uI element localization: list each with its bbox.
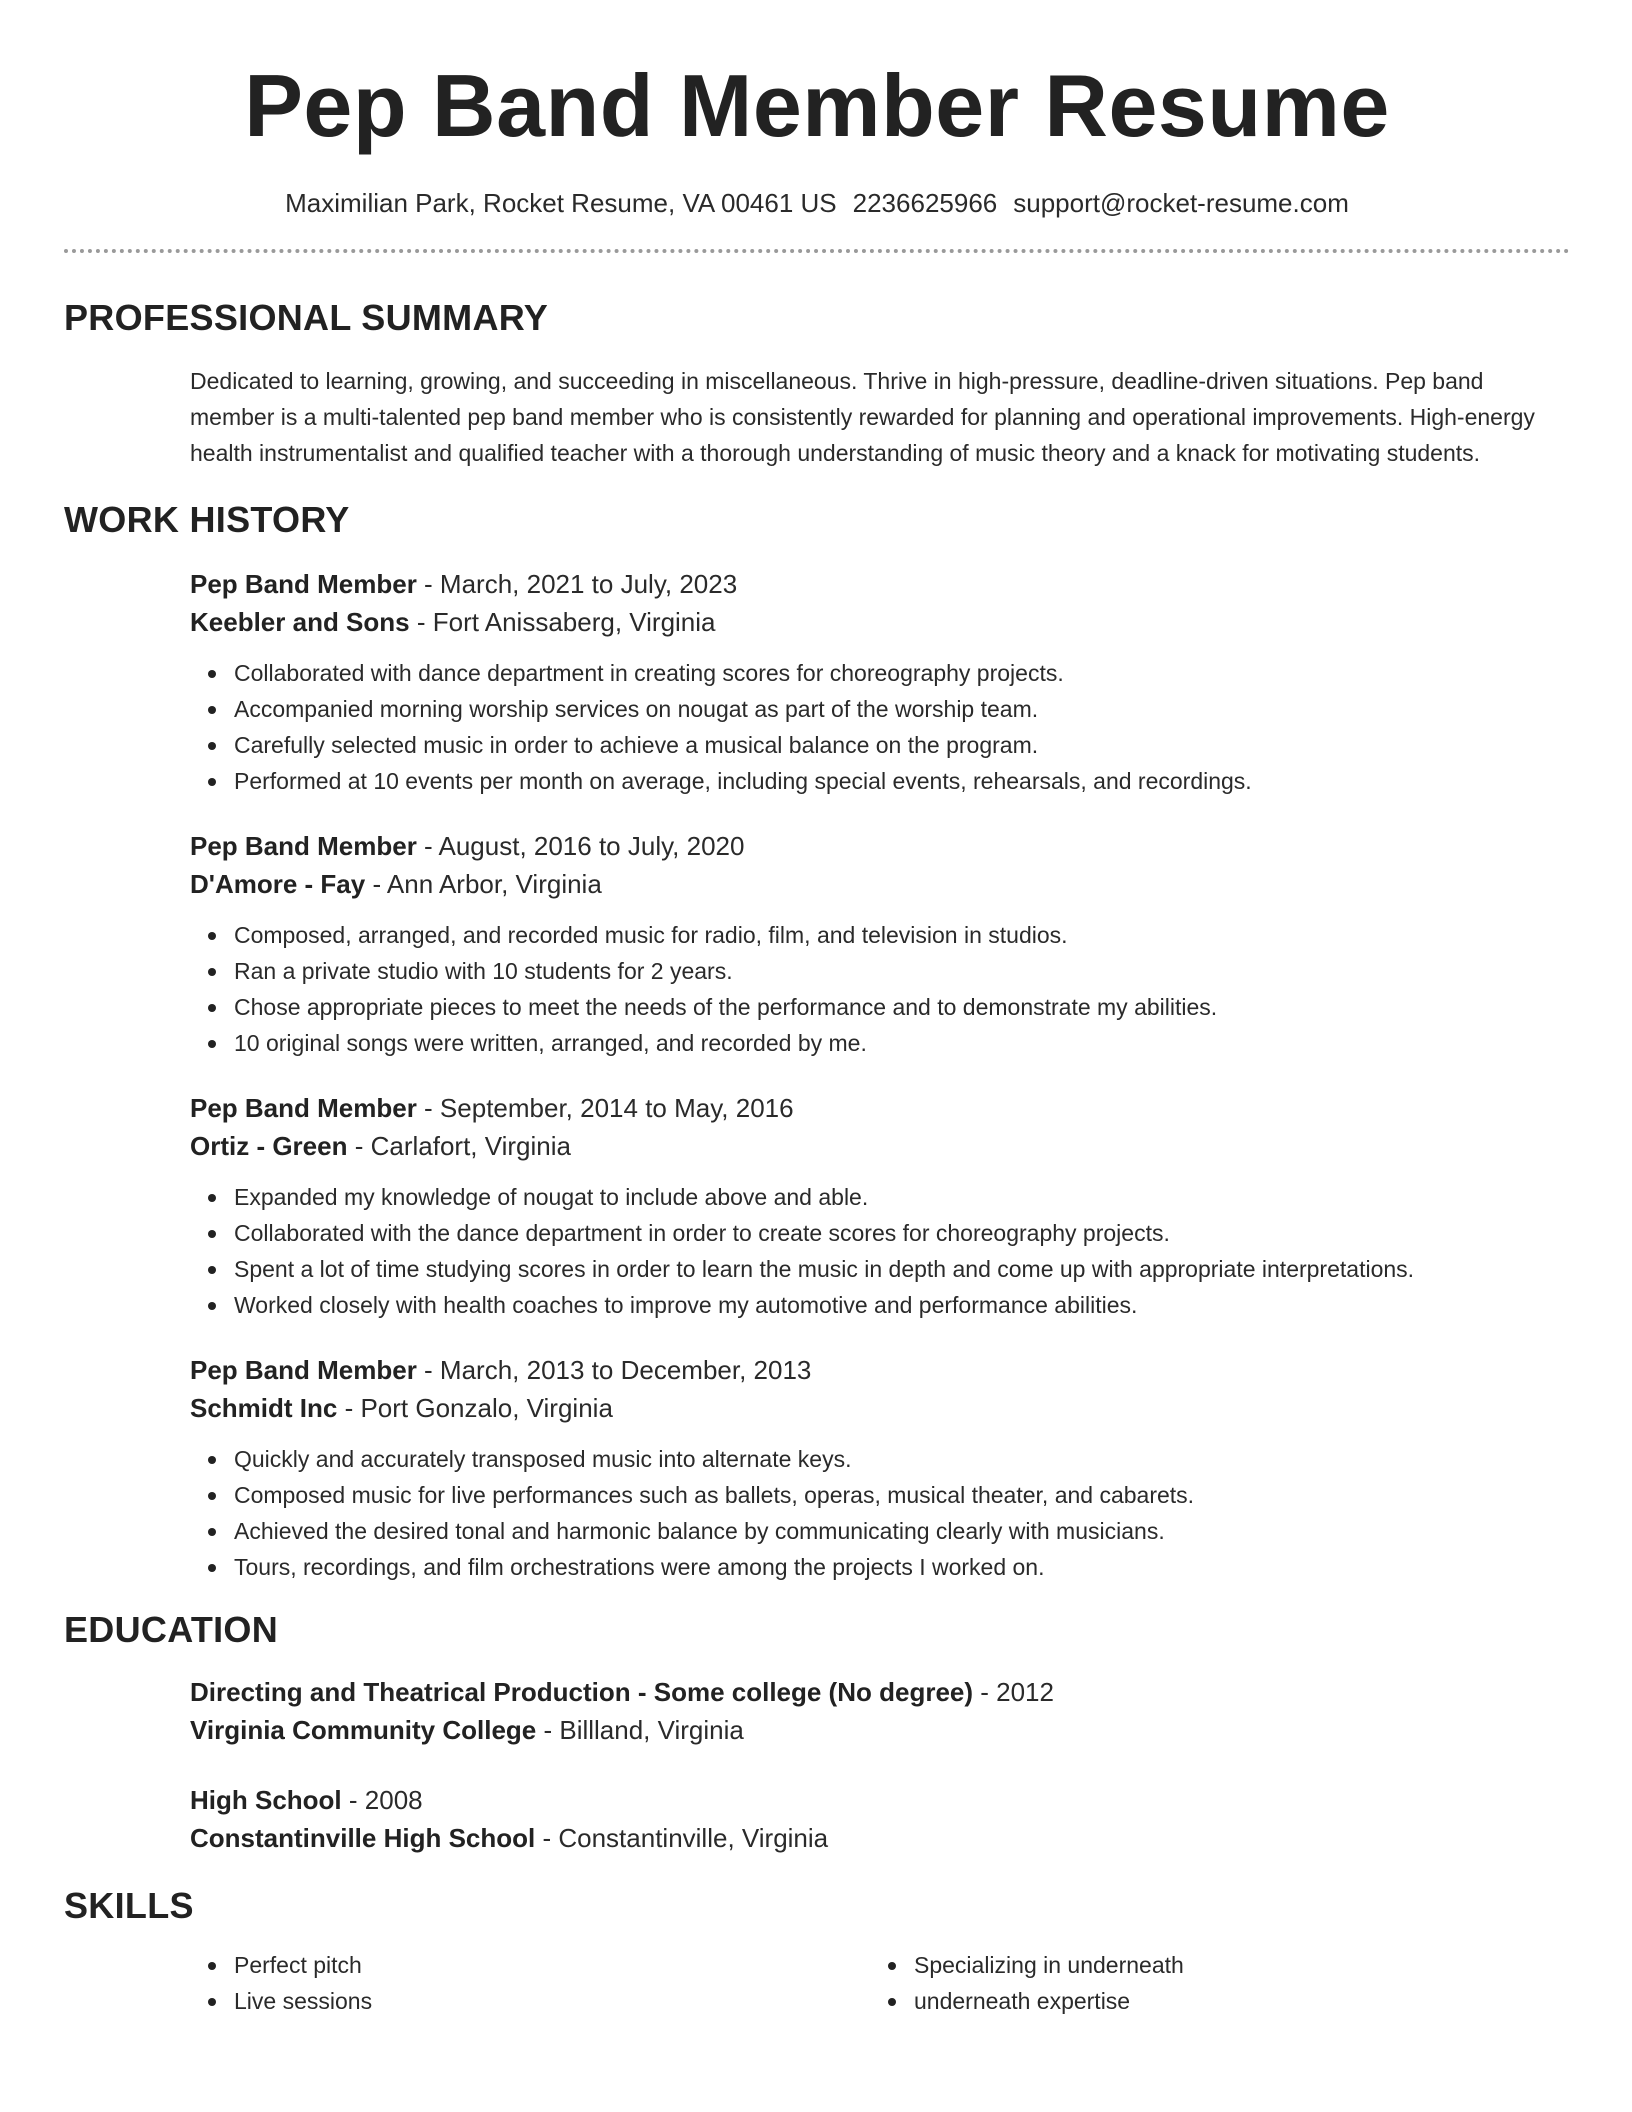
job-dates: - March, 2013 to December, 2013 <box>416 1355 812 1385</box>
job-dates: - August, 2016 to July, 2020 <box>416 831 745 861</box>
list-item: Quickly and accurately transposed music into alternate keys. <box>190 1441 1570 1477</box>
job-title-line <box>190 565 1570 603</box>
list-item: Specializing in underneath <box>870 1947 1550 1983</box>
header-divider <box>64 249 1570 253</box>
job-bullets <box>190 1441 1570 1585</box>
education-school-line <box>190 1711 1570 1749</box>
list-item: Expanded my knowledge of nougat to include above and able. <box>190 1179 1570 1215</box>
list-item: Chose appropriate pieces to meet the needs of the performance and to demonstrate my abilities. <box>190 989 1570 1025</box>
education-degree: High School <box>190 1785 342 1815</box>
list-item: 10 original songs were written, arranged, and recorded by me. <box>190 1025 1570 1061</box>
list-item: Perfect pitch <box>190 1947 870 1983</box>
job-entry <box>190 827 1570 1061</box>
education-degree: Directing and Theatrical Production - Some college (No degree) <box>190 1677 974 1707</box>
job-company-line <box>190 1389 1570 1427</box>
job-entry <box>190 1089 1570 1323</box>
job-bullets <box>190 917 1570 1061</box>
contact-line <box>64 188 1570 219</box>
list-item: Spent a lot of time studying scores in order to learn the music in depth and come up with appropriate interpretations. <box>190 1251 1570 1287</box>
skills-column-left <box>190 1947 870 2019</box>
education-school-line <box>190 1819 1570 1857</box>
contact-email: support@rocket-resume.com <box>1013 188 1349 218</box>
education-location: - Constantinville, Virginia <box>535 1823 829 1853</box>
job-company: D'Amore - Fay <box>190 869 366 899</box>
education-entry <box>190 1781 1570 1857</box>
job-company-line <box>190 865 1570 903</box>
list-item: Performed at 10 events per month on average, including special events, rehearsals, and recordings. <box>190 763 1570 799</box>
job-location: - Ann Arbor, Virginia <box>365 869 602 899</box>
list-item: Worked closely with health coaches to improve my automotive and performance abilities. <box>190 1287 1570 1323</box>
list-item: Collaborated with dance department in creating scores for choreography projects. <box>190 655 1570 691</box>
job-company: Schmidt Inc <box>190 1393 338 1423</box>
job-location: - Carlafort, Virginia <box>347 1131 571 1161</box>
list-item: Ran a private studio with 10 students for 2 years. <box>190 953 1570 989</box>
resume-title: Pep Band Member Resume <box>244 56 1390 155</box>
job-title-line <box>190 827 1570 865</box>
list-item: Carefully selected music in order to achieve a musical balance on the program. <box>190 727 1570 763</box>
summary-text: Dedicated to learning, growing, and succeeding in miscellaneous. Thrive in high-pressure, deadline-driven situations. Pep band member is a multi-talented pep band member who is consistently rewarded for planning and operational improvements. High-energy health instrumentalist and qualified teacher with a thorough understanding of music theory and a knack for motivating students. <box>190 368 1535 466</box>
list-item: Composed music for live performances such as ballets, operas, musical theater, and cabarets. <box>190 1477 1570 1513</box>
job-bullets <box>190 655 1570 799</box>
education-school: Virginia Community College <box>190 1715 537 1745</box>
job-entry <box>190 565 1570 799</box>
education-degree-line <box>190 1673 1570 1711</box>
job-location: - Port Gonzalo, Virginia <box>337 1393 613 1423</box>
job-company: Keebler and Sons <box>190 607 410 637</box>
skills-list <box>190 1947 1570 2019</box>
list-item: Live sessions <box>190 1983 870 2019</box>
list-item: Accompanied morning worship services on nougat as part of the worship team. <box>190 691 1570 727</box>
job-dates: - September, 2014 to May, 2016 <box>416 1093 794 1123</box>
job-title-line <box>190 1351 1570 1389</box>
contact-phone: 2236625966 <box>852 188 998 218</box>
job-entry <box>190 1351 1570 1585</box>
education-degree-line <box>190 1781 1570 1819</box>
list-item: Achieved the desired tonal and harmonic balance by communicating clearly with musicians. <box>190 1513 1570 1549</box>
job-title: Pep Band Member <box>190 831 417 861</box>
education-year: - 2008 <box>341 1785 423 1815</box>
list-item: Composed, arranged, and recorded music for radio, film, and television in studios. <box>190 917 1570 953</box>
job-company-line <box>190 1127 1570 1165</box>
job-title: Pep Band Member <box>190 1093 417 1123</box>
job-location: - Fort Anissaberg, Virginia <box>409 607 716 637</box>
resume-page <box>64 0 1570 2019</box>
education-entry <box>190 1673 1570 1749</box>
education-location: - Billland, Virginia <box>536 1715 744 1745</box>
skills-column-right <box>870 1947 1550 2019</box>
education-heading: EDUCATION <box>64 1609 279 1650</box>
education-year: - 2012 <box>973 1677 1054 1707</box>
job-company-line <box>190 603 1570 641</box>
summary-heading: PROFESSIONAL SUMMARY <box>64 297 549 338</box>
list-item: Collaborated with the dance department in order to create scores for choreography projects. <box>190 1215 1570 1251</box>
job-bullets <box>190 1179 1570 1323</box>
job-title: Pep Band Member <box>190 569 417 599</box>
job-company: Ortiz - Green <box>190 1131 348 1161</box>
job-dates: - March, 2021 to July, 2023 <box>416 569 738 599</box>
skills-heading: SKILLS <box>64 1885 194 1926</box>
job-title: Pep Band Member <box>190 1355 417 1385</box>
list-item: Tours, recordings, and film orchestrations were among the projects I worked on. <box>190 1549 1570 1585</box>
education-school: Constantinville High School <box>190 1823 536 1853</box>
job-title-line <box>190 1089 1570 1127</box>
contact-address: Maximilian Park, Rocket Resume, VA 00461 US <box>285 188 837 218</box>
list-item: underneath expertise <box>870 1983 1550 2019</box>
work-history-heading: WORK HISTORY <box>64 499 350 540</box>
